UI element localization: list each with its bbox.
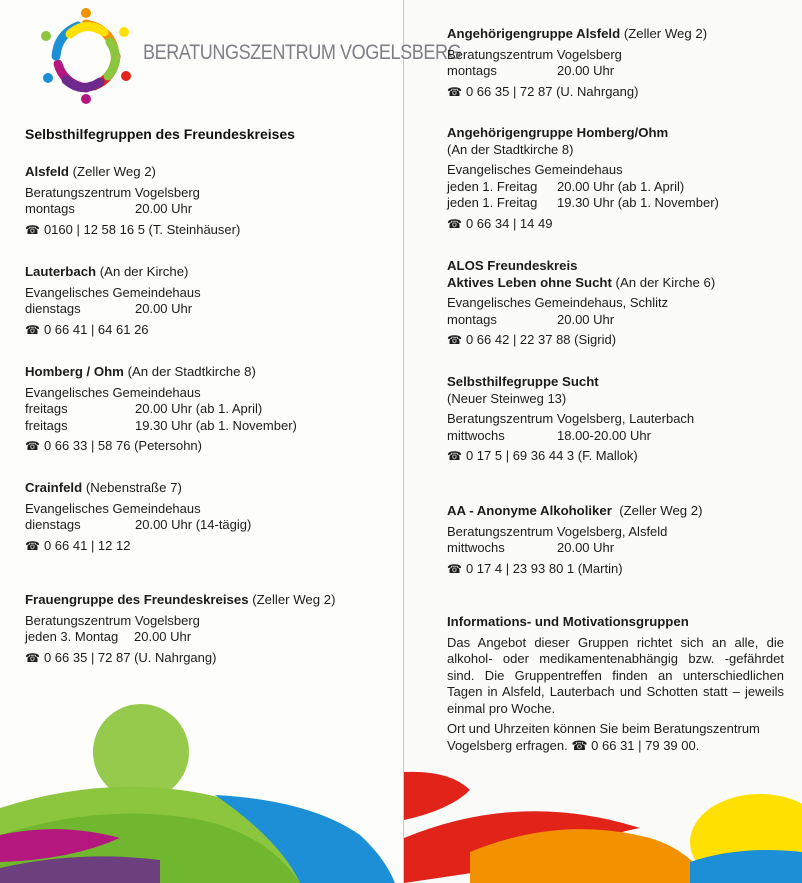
info-title: Informations- und Motivationsgruppen	[447, 614, 689, 629]
brand-name: BERATUNGSZENTRUM VOGELSBERG	[143, 41, 462, 64]
phone-icon: ☎	[25, 322, 40, 337]
phone-icon: ☎	[447, 449, 462, 463]
phone-icon: ☎	[25, 222, 40, 237]
group-crainfeld: Crainfeld (Nebenstraße 7) Evangelisches Gemeindehaus dienstags 20.00 Uhr (14-tägig) ☎ 0 66 41 | 12 12	[25, 480, 252, 553]
group-lauterbach: Lauterbach (An der Kirche) Evangelisches Gemeindehaus dienstags 20.00 Uhr ☎ 0 66 41 | 64 61 26	[25, 264, 201, 337]
info-section	[447, 614, 784, 758]
group-alsfeld: Alsfeld (Zeller Weg 2) Beratungszentrum Vogelsberg montags 20.00 Uhr ☎ 0160 | 12 58 16 5 (T. Steinhäuser)	[25, 164, 241, 237]
phone-icon: ☎	[25, 650, 40, 665]
phone-icon: ☎	[447, 216, 462, 231]
phone-icon: ☎	[25, 538, 40, 553]
phone-icon: ☎	[25, 439, 40, 453]
group-alos: ALOS Freundeskreis Aktives Leben ohne Sucht (An der Kirche 6) Evangelisches Gemeindehaus, Schlitz montags 20.00 Uhr ☎ 0 66 42 | 22 37 88 (Sigrid)	[447, 258, 716, 347]
info-phone: 0 66 31 | 79 39 00.	[591, 737, 700, 753]
info-paragraph-1: Das Angebot dieser Gruppen richtet sich an alle, die alkohol- oder medikamentenabhängig bzw. -gefährdet sind. Die Gruppentreffen finden an unterschiedlichen Tagen in Alsfeld, Lauterbach und Schotten statt – jeweils einmal pro Woche.	[447, 634, 784, 716]
phone-icon: ☎	[447, 333, 462, 347]
group-frauengruppe: Frauengruppe des Freundeskreises (Zeller Weg 2) Beratungszentrum Vogelsberg jeden 3. Montag 20.00 Uhr ☎ 0 66 35 | 72 87 (U. Nahrgang)	[25, 592, 336, 665]
group-aa: AA - Anonyme Alkoholiker (Zeller Weg 2) Beratungszentrum Vogelsberg, Alsfeld mittwochs 20.00 Uhr ☎ 0 17 4 | 23 93 80 1 (Martin)	[447, 503, 703, 576]
fold-line	[403, 0, 404, 883]
group-sucht: Selbsthilfegruppe Sucht (Neuer Steinweg 13) Beratungszentrum Vogelsberg, Lauterbach mittwochs 18.00-20.00 Uhr ☎ 0 17 5 | 69 36 44 3 (F. Mallok)	[447, 374, 695, 463]
phone-icon: ☎	[447, 561, 462, 576]
group-angehoerige-homberg: Angehörigengruppe Homberg/Ohm (An der Stadtkirche 8) Evangelisches Gemeindehaus jeden 1. Freitag 20.00 Uhr (ab 1. April) jeden 1. Freitag 19.30 Uhr (ab 1. November) ☎ 0 66 34 | 14 49	[447, 125, 719, 231]
phone-icon: ☎	[447, 84, 462, 99]
page-title: Selbsthilfegruppen des Freundeskreises	[25, 126, 295, 142]
logo-icon	[36, 6, 136, 106]
group-angehoerige-alsfeld: Angehörigengruppe Alsfeld (Zeller Weg 2) Beratungszentrum Vogelsberg montags 20.00 Uhr ☎ 0 66 35 | 72 87 (U. Nahrgang)	[447, 26, 708, 99]
phone-icon: ☎	[571, 737, 588, 753]
group-homberg: Homberg / Ohm (An der Stadtkirche 8) Evangelisches Gemeindehaus freitags 20.00 Uhr (ab 1. April) freitags 19.30 Uhr (ab 1. November) ☎ 0 66 33 | 58 76 (Petersohn)	[25, 364, 297, 453]
info-paragraph-2: Ort und Uhrzeiten können Sie beim Beratungszentrum Vogelsberg erfragen. ☎ 0 66 31 | 79 39 00.	[447, 721, 760, 753]
